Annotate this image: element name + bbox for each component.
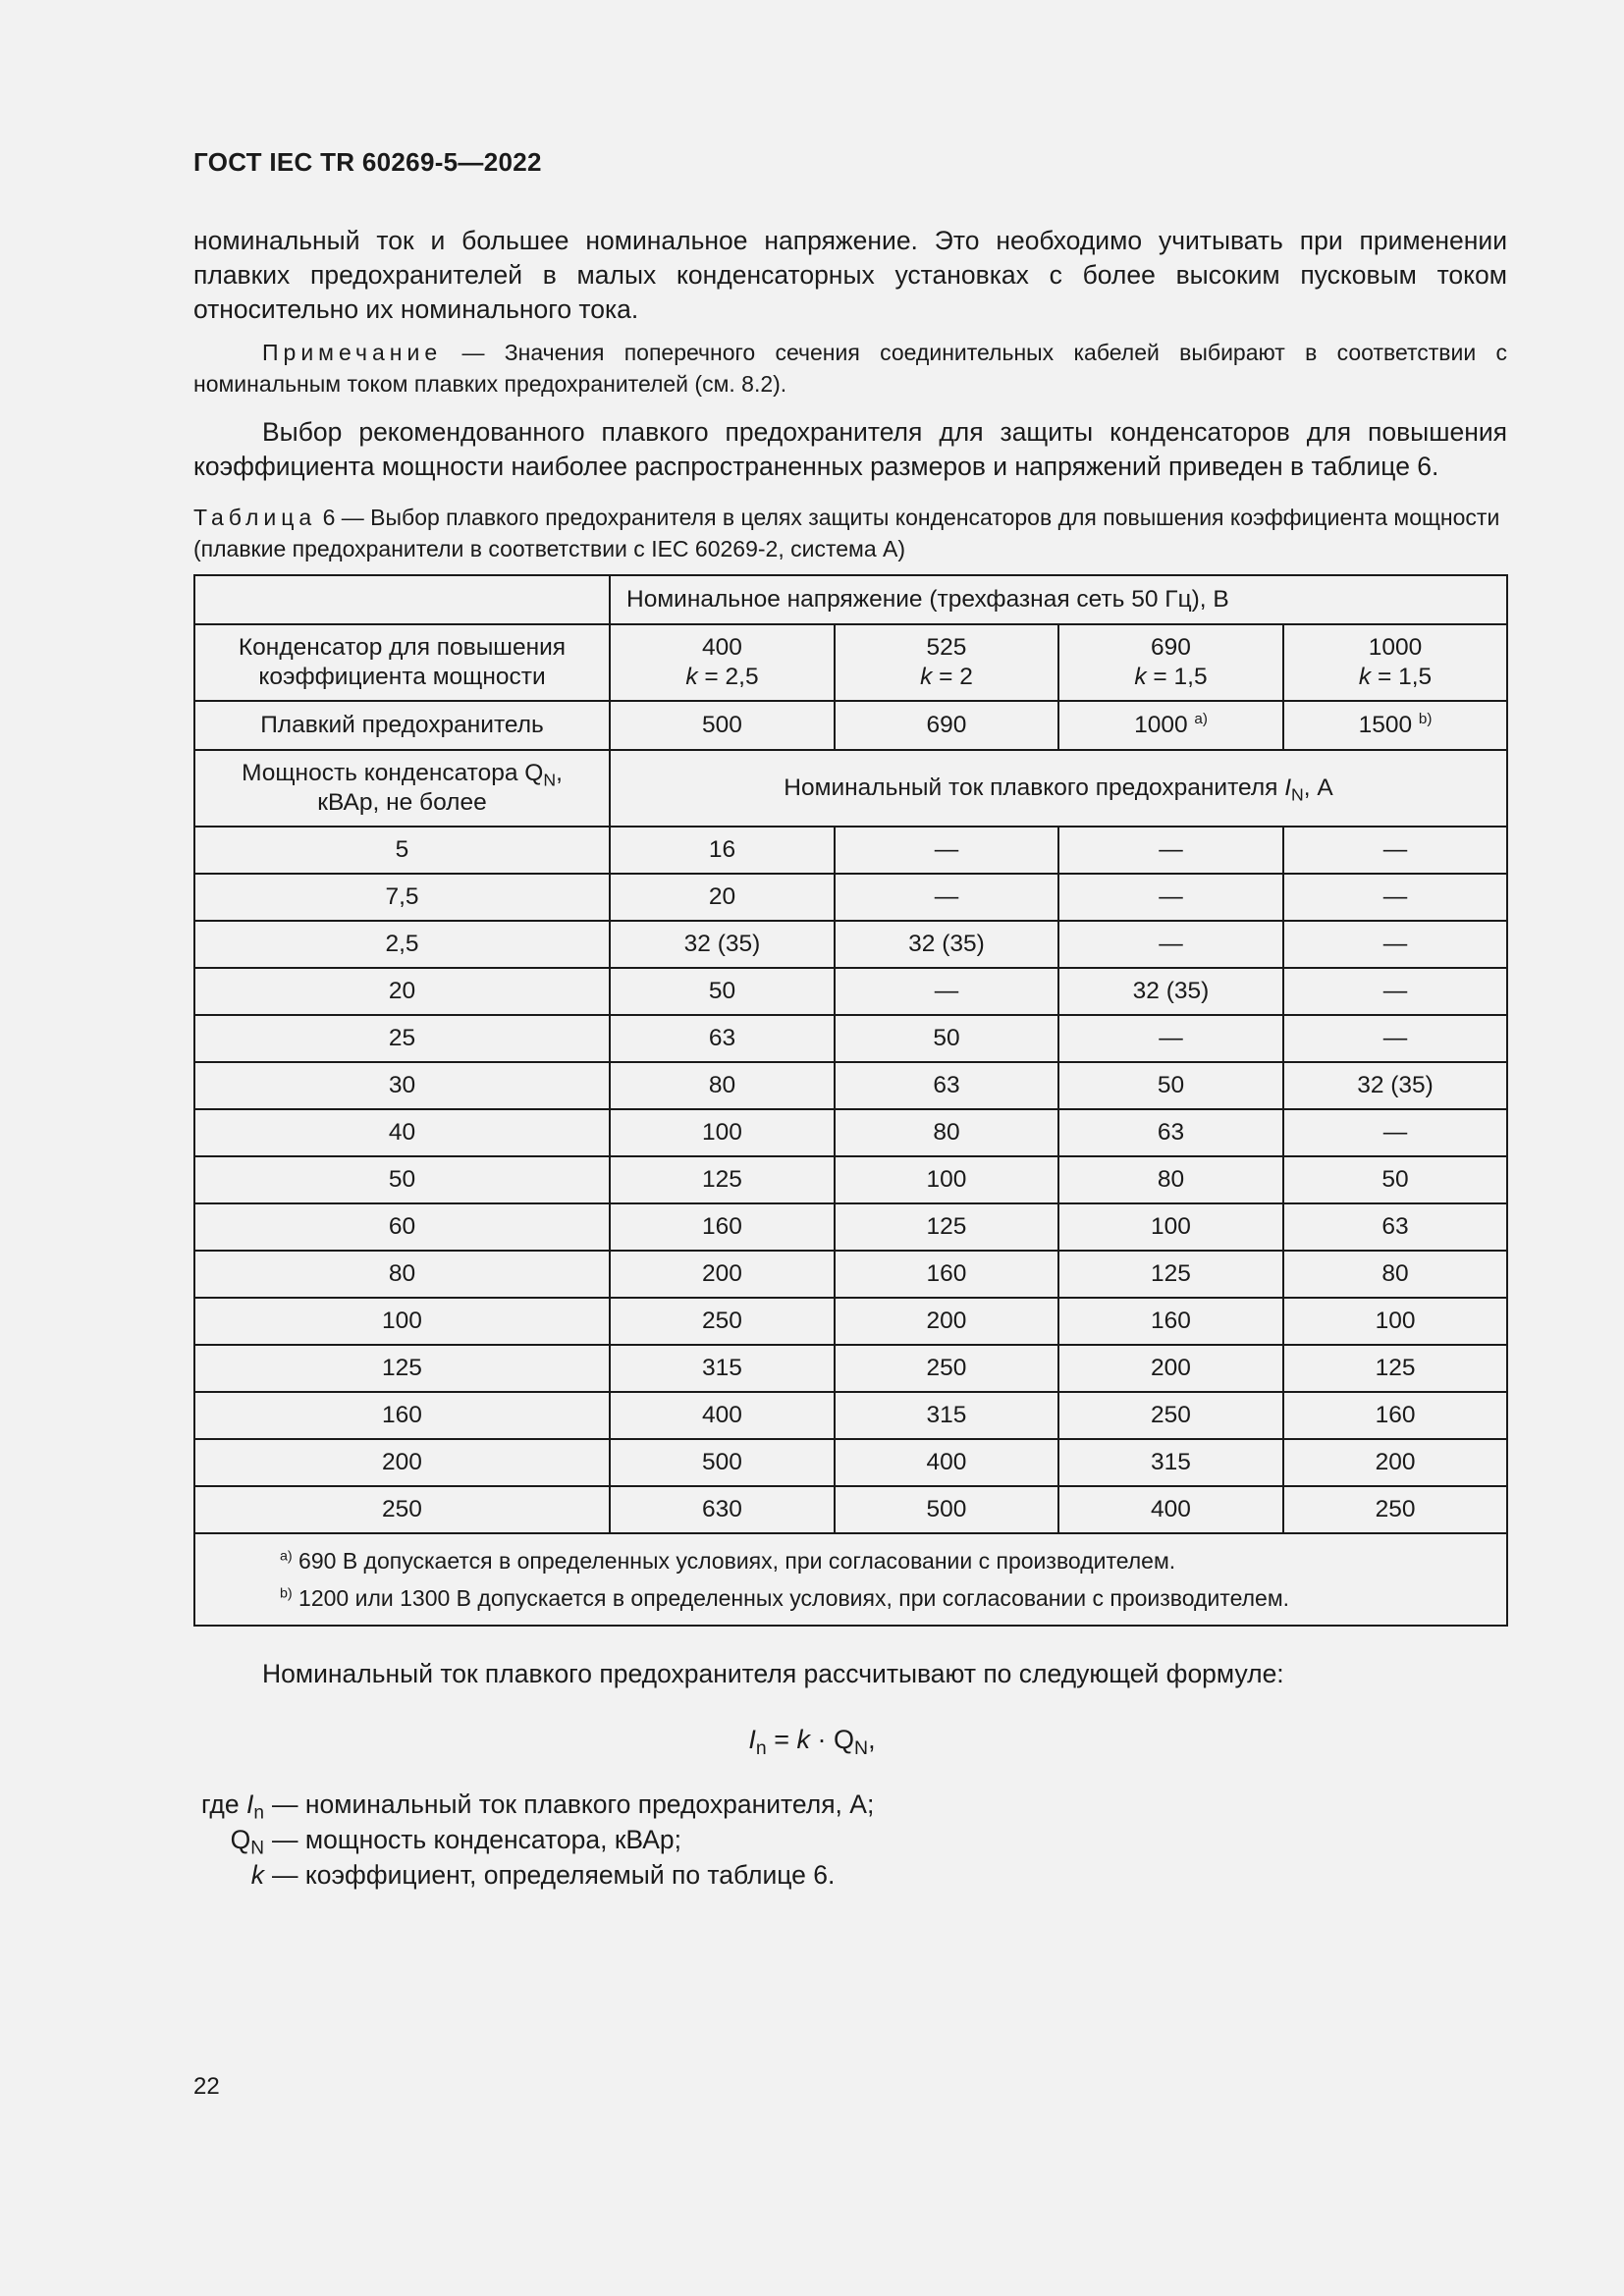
fuse-cell: 1000 $^{a)}$ (1058, 701, 1283, 750)
current-cell: 63 (1283, 1203, 1507, 1251)
current-cell: — (1058, 874, 1283, 921)
power-label: Мощность конденсатора $Q_N$, кВАр, не более (194, 750, 610, 827)
current-cell: — (1283, 1015, 1507, 1062)
units-row (194, 750, 1507, 827)
fuse-label: Плавкий предохранитель (194, 701, 610, 750)
table-row (194, 1109, 1507, 1156)
power-cell: 30 (194, 1062, 610, 1109)
current-cell: 200 (1283, 1439, 1507, 1486)
table-row (194, 1486, 1507, 1533)
document-header: ГОСТ IEC TR 60269-5—2022 (193, 147, 542, 177)
fuse-cell: 500 (610, 701, 835, 750)
fuse-cell: 1500 $^{b)}$ (1283, 701, 1507, 750)
table-row (194, 1156, 1507, 1203)
current-cell: 250 (610, 1298, 835, 1345)
current-cell: 250 (835, 1345, 1058, 1392)
note (193, 337, 1507, 400)
definition-item: k — коэффициент, определяемый по таблице 6. (250, 1860, 836, 1890)
current-cell: — (1283, 968, 1507, 1015)
power-cell: 40 (194, 1109, 610, 1156)
current-cell: 100 (610, 1109, 835, 1156)
current-cell: 160 (1058, 1298, 1283, 1345)
current-cell: 500 (610, 1439, 835, 1486)
table-row (194, 921, 1507, 968)
current-cell: 125 (835, 1203, 1058, 1251)
power-cell: 7,5 (194, 874, 610, 921)
caption-label: Таблица (193, 505, 317, 530)
current-cell: 125 (610, 1156, 835, 1203)
current-cell: 125 (1283, 1345, 1507, 1392)
current-cell: — (835, 827, 1058, 874)
formula-intro: Номинальный ток плавкого предохранителя рассчитывают по следующей формуле: (262, 1659, 1284, 1688)
current-cell: 32 (35) (1058, 968, 1283, 1015)
current-cell: 50 (610, 968, 835, 1015)
current-cell: 400 (1058, 1486, 1283, 1533)
table-footnotes (194, 1533, 1507, 1626)
table-row (194, 1345, 1507, 1392)
current-cell: 50 (835, 1015, 1058, 1062)
power-cell: 125 (194, 1345, 610, 1392)
current-label: Номинальный ток плавкого предохранителя $I_N$, А (610, 750, 1507, 827)
current-cell: 80 (835, 1109, 1058, 1156)
current-cell: 400 (835, 1439, 1058, 1486)
power-cell: 250 (194, 1486, 610, 1533)
voltage-cell: 1000 k = 1,5 (1283, 624, 1507, 701)
table-row (194, 1439, 1507, 1486)
current-cell: 32 (35) (1283, 1062, 1507, 1109)
footnote-mark: a) (1194, 710, 1208, 727)
current-cell: 200 (1058, 1345, 1283, 1392)
voltage-cell: 525 k = 2 (835, 624, 1058, 701)
variable-definitions (193, 1787, 874, 1893)
selection-paragraph: Выбор рекомендованного плавкого предохранителя для защиты конденсаторов для повышения коэффициента мощности наиболее распространенных размеров и напряжений приведен в таблице 6. (193, 417, 1507, 481)
capacitor-label: Конденсатор для повышения коэффициента мощности (194, 624, 610, 701)
power-cell: 2,5 (194, 921, 610, 968)
current-cell: — (1283, 1109, 1507, 1156)
current-cell: 160 (1283, 1392, 1507, 1439)
current-cell: — (1283, 827, 1507, 874)
power-cell: 60 (194, 1203, 610, 1251)
current-cell: 32 (35) (610, 921, 835, 968)
footnotes-row (194, 1533, 1507, 1626)
current-cell: 160 (610, 1203, 835, 1251)
table-row (194, 1251, 1507, 1298)
current-cell: — (1058, 827, 1283, 874)
current-cell: — (1283, 874, 1507, 921)
table-row (194, 874, 1507, 921)
current-cell: 80 (1058, 1156, 1283, 1203)
caption-text: 6 — Выбор плавкого предохранителя в целях защиты конденсаторов для повышения коэффициента мощности (плавкие предохранители в соответствии с IEC 60269-2, система А) (193, 505, 1500, 561)
definition-item: где $I_n$ — номинальный ток плавкого предохранителя, А; (200, 1789, 875, 1824)
table-row (194, 968, 1507, 1015)
fuse-selection-table (193, 574, 1508, 1627)
definition-item: $Q_N$ — мощность конденсатора, кВАр; (230, 1825, 681, 1859)
table-row (194, 1203, 1507, 1251)
current-cell: — (835, 968, 1058, 1015)
voltage-row (194, 624, 1507, 701)
current-cell: 315 (1058, 1439, 1283, 1486)
current-cell: 63 (610, 1015, 835, 1062)
current-cell: — (1058, 921, 1283, 968)
table-row (194, 1392, 1507, 1439)
current-cell: 63 (835, 1062, 1058, 1109)
power-cell: 80 (194, 1251, 610, 1298)
fuse-cell: 690 (835, 701, 1058, 750)
power-cell: 160 (194, 1392, 610, 1439)
current-cell: 160 (835, 1251, 1058, 1298)
table-row (194, 1062, 1507, 1109)
current-cell: — (1283, 921, 1507, 968)
current-cell: 50 (1283, 1156, 1507, 1203)
current-cell: 630 (610, 1486, 835, 1533)
current-cell: 80 (610, 1062, 835, 1109)
current-cell: — (1058, 1015, 1283, 1062)
current-cell: 100 (1058, 1203, 1283, 1251)
power-cell: 20 (194, 968, 610, 1015)
current-cell: 500 (835, 1486, 1058, 1533)
current-cell: 32 (35) (835, 921, 1058, 968)
current-cell: 63 (1058, 1109, 1283, 1156)
current-cell: 100 (1283, 1298, 1507, 1345)
power-cell: 50 (194, 1156, 610, 1203)
table-header-row (194, 575, 1507, 624)
voltage-header: Номинальное напряжение (трехфазная сеть 50 Гц), В (610, 575, 1507, 624)
footnote: $^{a)}$ 690 В допускается в определенных условиях, при согласовании с производителем. (280, 1548, 1176, 1574)
intro-paragraph: номинальный ток и большее номинальное напряжение. Это необходимо учитывать при применении плавких предохранителей в малых конденсаторных установках с более высоким пусковым током относительно их номинального тока. (193, 226, 1507, 324)
current-cell: 250 (1058, 1392, 1283, 1439)
voltage-cell: 690 k = 1,5 (1058, 624, 1283, 701)
current-cell: 315 (610, 1345, 835, 1392)
power-cell: 200 (194, 1439, 610, 1486)
power-cell: 25 (194, 1015, 610, 1062)
note-text: — Значения поперечного сечения соединительных кабелей выбирают в соответствии с номинальным током плавких предохранителей (см. 8.2). (193, 340, 1507, 397)
current-cell: 315 (835, 1392, 1058, 1439)
current-cell: 16 (610, 827, 835, 874)
voltage-cell: 400 k = 2,5 (610, 624, 835, 701)
table-row (194, 1298, 1507, 1345)
page-number: 22 (193, 2073, 220, 2100)
current-cell: 250 (1283, 1486, 1507, 1533)
current-cell: — (835, 874, 1058, 921)
current-cell: 200 (835, 1298, 1058, 1345)
current-cell: 50 (1058, 1062, 1283, 1109)
table-row (194, 827, 1507, 874)
current-cell: 20 (610, 874, 835, 921)
footnote: $^{b)}$ 1200 или 1300 В допускается в определенных условиях, при согласовании с производителем. (280, 1585, 1290, 1611)
current-cell: 125 (1058, 1251, 1283, 1298)
current-cell: 400 (610, 1392, 835, 1439)
power-cell: 100 (194, 1298, 610, 1345)
footnote-mark: b) (1418, 710, 1433, 727)
formula: $I_n = k \cdot Q_N$, (748, 1725, 876, 1759)
fuse-row (194, 701, 1507, 750)
current-cell: 80 (1283, 1251, 1507, 1298)
corner-cell (194, 575, 610, 624)
table-row (194, 1015, 1507, 1062)
power-cell: 5 (194, 827, 610, 874)
table-caption (193, 502, 1507, 564)
current-cell: 100 (835, 1156, 1058, 1203)
current-cell: 200 (610, 1251, 835, 1298)
note-label: Примечание (262, 340, 443, 365)
